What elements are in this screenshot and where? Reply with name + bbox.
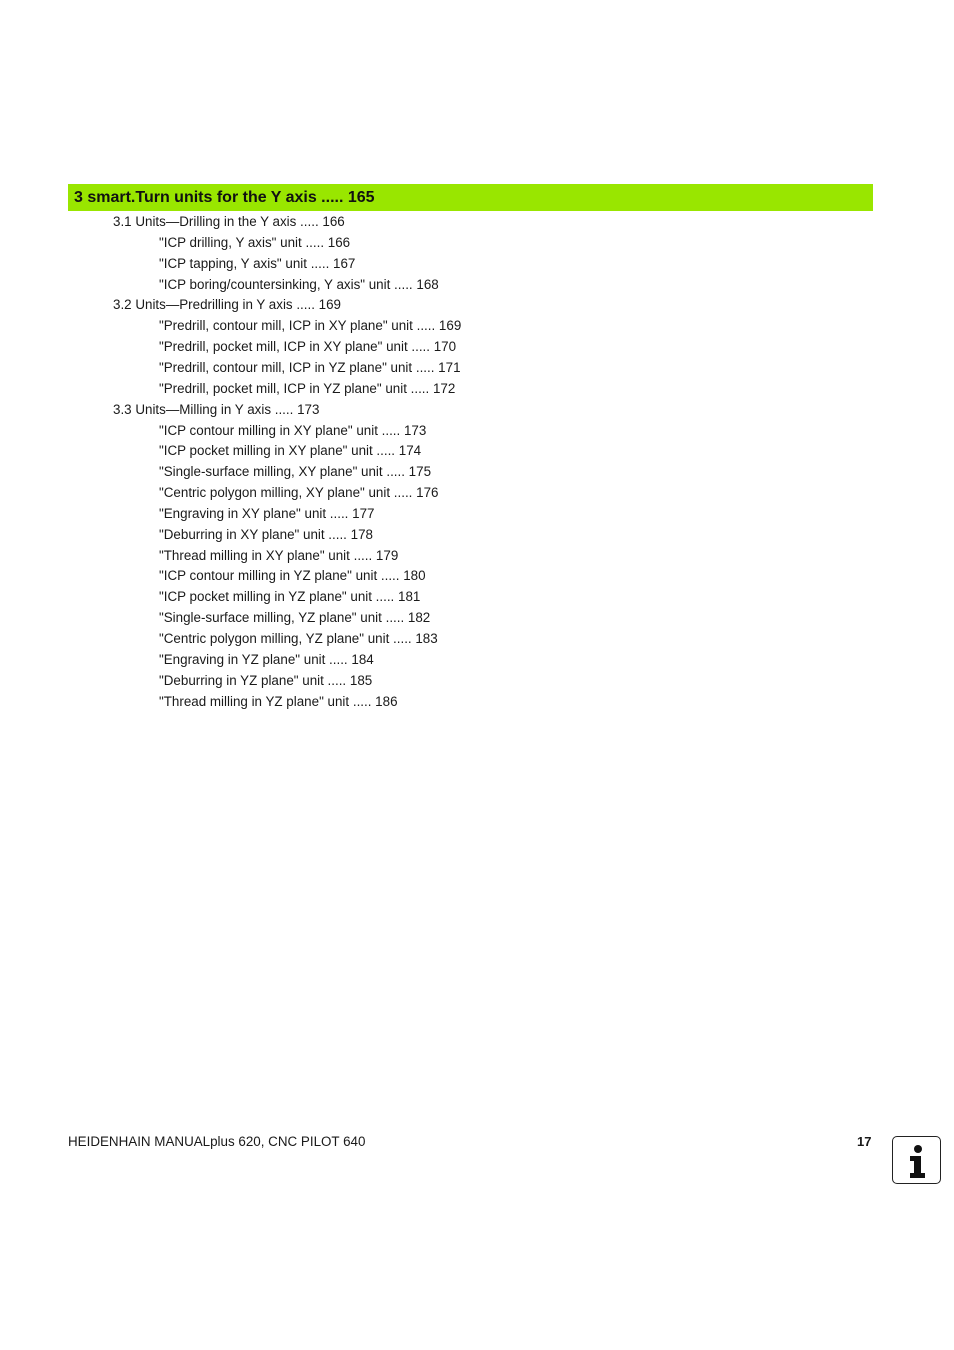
- page-number: 17: [857, 1134, 872, 1149]
- toc-subentry[interactable]: "Engraving in XY plane" unit ..... 177: [159, 505, 375, 521]
- chapter-heading: 3 smart.Turn units for the Y axis ..... 165: [68, 184, 873, 211]
- toc-subentry[interactable]: "Single-surface milling, XY plane" unit ..... 175: [159, 464, 432, 480]
- toc-subentry[interactable]: "ICP contour milling in YZ plane" unit ..... 180: [159, 568, 426, 584]
- toc-subentry[interactable]: "Deburring in YZ plane" unit ..... 185: [159, 672, 373, 688]
- toc-subentry[interactable]: "Engraving in YZ plane" unit ..... 184: [159, 651, 374, 667]
- toc-section-entry[interactable]: 3.1 Units—Drilling in the Y axis ..... 166: [113, 214, 345, 229]
- toc-subentry[interactable]: "Deburring in XY plane" unit ..... 178: [159, 526, 373, 542]
- toc-subentry[interactable]: "Predrill, contour mill, ICP in XY plane" unit ..... 169: [159, 318, 462, 334]
- toc-subentry[interactable]: "Thread milling in YZ plane" unit ..... 186: [159, 693, 398, 709]
- toc-subentry[interactable]: "Predrill, pocket mill, ICP in YZ plane" unit ..... 172: [159, 380, 456, 396]
- toc-subentry[interactable]: "Single-surface milling, YZ plane" unit ..... 182: [159, 610, 431, 626]
- toc-subentry[interactable]: "ICP contour milling in XY plane" unit ..... 173: [159, 422, 427, 438]
- toc-subentry[interactable]: "ICP pocket milling in YZ plane" unit ..... 181: [159, 589, 421, 605]
- footer-title: HEIDENHAIN MANUALplus 620, CNC PILOT 640: [68, 1134, 366, 1149]
- toc-subentry[interactable]: "ICP drilling, Y axis" unit ..... 166: [159, 234, 351, 250]
- toc-subentry[interactable]: "Centric polygon milling, YZ plane" unit ..... 183: [159, 631, 438, 646]
- info-icon: [892, 1136, 941, 1184]
- toc-subentry[interactable]: "Thread milling in XY plane" unit ..... 179: [159, 547, 399, 563]
- toc-subentry[interactable]: "ICP pocket milling in XY plane" unit ..... 174: [159, 443, 422, 459]
- toc-subentry[interactable]: "Centric polygon milling, XY plane" unit ..... 176: [159, 485, 439, 501]
- toc-subentry[interactable]: "ICP boring/countersinking, Y axis" unit ..... 168: [159, 276, 439, 292]
- toc-subentry[interactable]: "Predrill, pocket mill, ICP in XY plane" unit ..... 170: [159, 339, 457, 355]
- toc-section-entry[interactable]: 3.2 Units—Predrilling in Y axis ..... 169: [113, 297, 342, 313]
- toc-subentry[interactable]: "Predrill, contour mill, ICP in YZ plane" unit ..... 171: [159, 359, 461, 375]
- toc-section-entry[interactable]: 3.3 Units—Milling in Y axis ..... 173: [113, 401, 320, 417]
- toc-subentry[interactable]: "ICP tapping, Y axis" unit ..... 167: [159, 255, 356, 271]
